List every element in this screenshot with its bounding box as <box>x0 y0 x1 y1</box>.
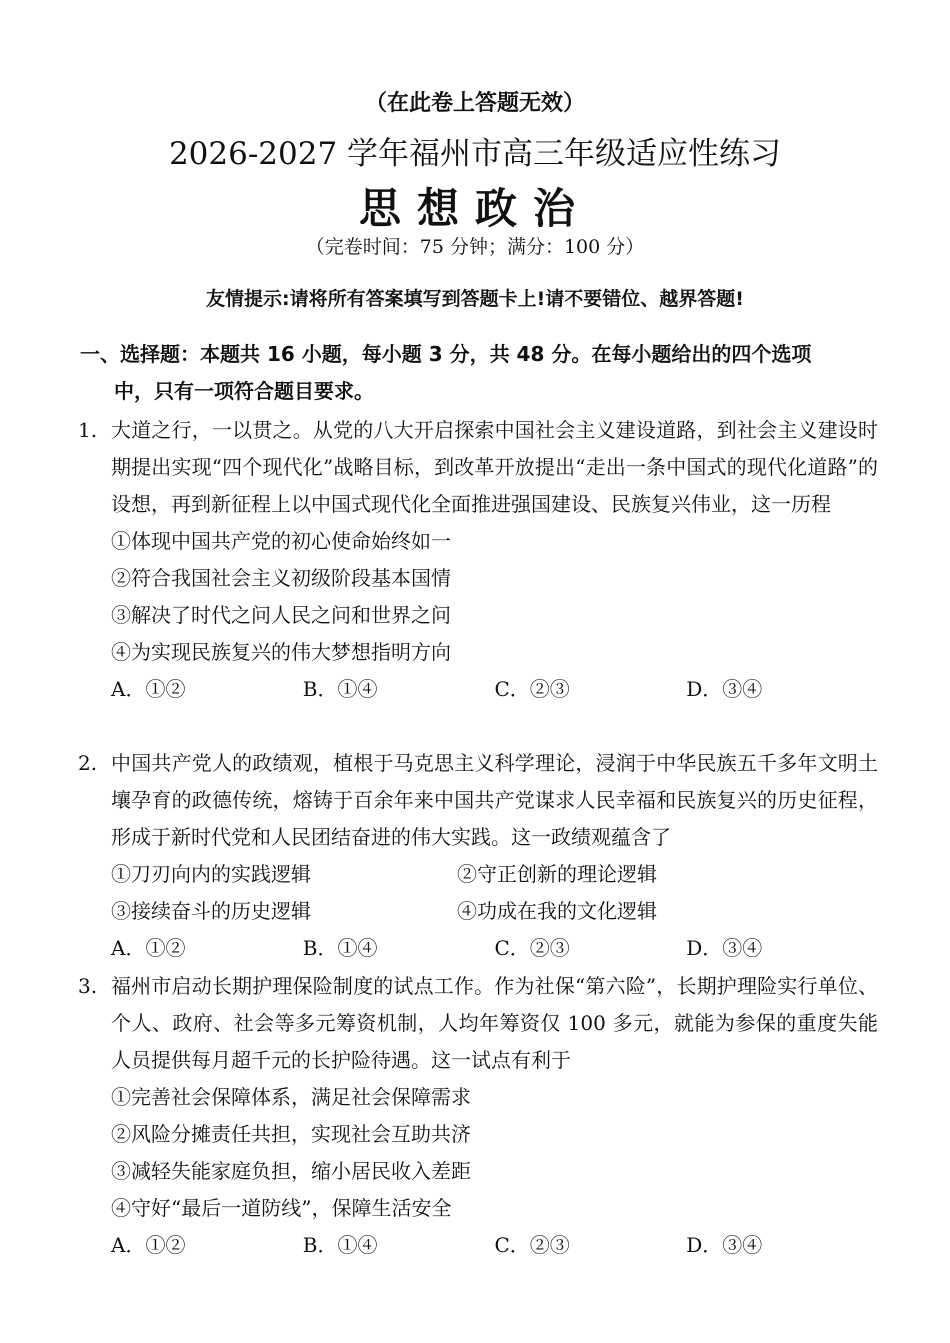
exam-tip: 友情提示:请将所有答案填写到答题卡上!请不要错位、越界答题! <box>206 288 744 310</box>
statement-option: ②符合我国社会主义初级阶段基本国情 <box>111 566 451 590</box>
exam-time-info: （完卷时间：75 分钟；满分：100 分） <box>305 236 645 258</box>
statement-option: ①刀刃向内的实践逻辑 <box>111 862 311 886</box>
statement-option: ②风险分摊责任共担，实现社会互助共济 <box>111 1122 471 1146</box>
question-number: 1. <box>78 418 98 442</box>
choice-b[interactable]: B．①④ <box>302 1233 378 1257</box>
statement-option: ①体现中国共产党的初心使命始终如一 <box>111 529 451 553</box>
statement-option: ③解决了时代之问人民之问和世界之问 <box>111 603 451 627</box>
statement-option-row <box>111 893 878 930</box>
choice-c[interactable]: C．②③ <box>494 677 570 701</box>
question-stem: 大道之行，一以贯之。从党的八大开启探索中国社会主义建设道路，到社会主义建设时期提出实现“四个现代化”战略目标，到改革开放提出“走出一条中国式的现代化道路”的设想，再到新征程上以中国式现代化全面推进强国建设、民族复兴伟业，这一历程 <box>111 418 878 516</box>
statement-option: ④功成在我的文化逻辑 <box>457 899 657 923</box>
answer-choices <box>111 1227 878 1264</box>
exam-subject: 思想政治 <box>358 184 591 233</box>
choice-a[interactable]: A．①② <box>111 677 186 701</box>
choice-d[interactable]: D．③④ <box>686 677 763 701</box>
statement-option: ②守正创新的理论逻辑 <box>457 862 657 886</box>
choice-d[interactable]: D．③④ <box>686 1233 763 1257</box>
choice-c[interactable]: C．②③ <box>494 936 570 960</box>
question-1 <box>78 412 878 708</box>
statement-option: ③减轻失能家庭负担，缩小居民收入差距 <box>111 1159 471 1183</box>
question-stem: 福州市启动长期护理保险制度的试点工作。作为社保“第六险”，长期护理险实行单位、个人、政府、社会等多元筹资机制，人均年筹资仅 100 多元，就能为参保的重度失能人员提供每月超千元的长护险待遇。这一试点有利于 <box>111 974 878 1072</box>
answer-choices <box>111 671 878 708</box>
choice-a[interactable]: A．①② <box>111 936 186 960</box>
choice-b[interactable]: B．①④ <box>302 936 378 960</box>
question-stem: 中国共产党人的政绩观，植根于马克思主义科学理论，浸润于中华民族五千多年文明土壤孕育的政德传统，熔铸于百余年来中国共产党谋求人民幸福和民族复兴的历史征程，形成于新时代党和人民团结奋进的伟大实践。这一政绩观蕴含了 <box>111 751 878 849</box>
exam-title: 2026-2027 学年福州市高三年级适应性练习 <box>168 136 782 172</box>
statement-option: ④为实现民族复兴的伟大梦想指明方向 <box>111 640 451 664</box>
question-number: 2. <box>78 751 98 775</box>
question-2 <box>78 745 878 967</box>
statement-option-row <box>111 856 878 893</box>
choice-d[interactable]: D．③④ <box>686 936 763 960</box>
exam-notice: （在此卷上答题无效） <box>364 91 585 116</box>
choice-c[interactable]: C．②③ <box>494 1233 570 1257</box>
statement-option: ③接续奋斗的历史逻辑 <box>111 899 311 923</box>
answer-choices <box>111 930 878 967</box>
choice-a[interactable]: A．①② <box>111 1233 186 1257</box>
question-number: 3. <box>78 974 98 998</box>
statement-option: ①完善社会保障体系，满足社会保障需求 <box>111 1085 471 1109</box>
section-heading-line1: 一、选择题：本题共 16 小题，每小题 3 分，共 48 分。在每小题给出的四个选项 <box>80 342 812 366</box>
section-heading <box>80 336 880 410</box>
question-3 <box>78 968 878 1264</box>
section-heading-line2: 中，只有一项符合题目要求。 <box>114 379 374 403</box>
statement-option: ④守好“最后一道防线”，保障生活安全 <box>111 1196 452 1220</box>
choice-b[interactable]: B．①④ <box>302 677 378 701</box>
